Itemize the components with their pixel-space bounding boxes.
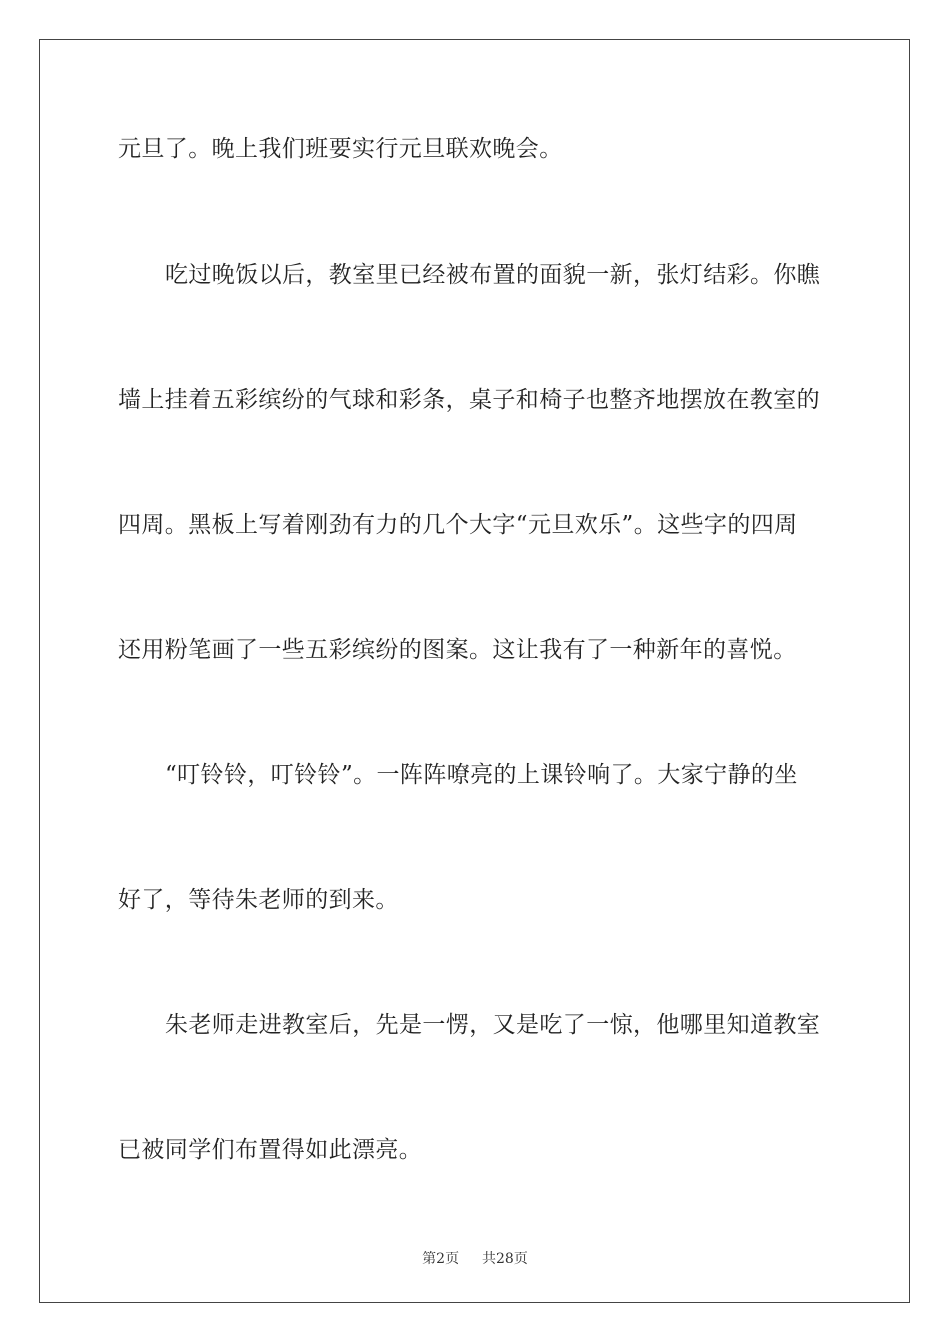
text-line-3: 墙上挂着五彩缤纷的气球和彩条，桌子和椅子也整齐地摆放在教室的 (118, 387, 820, 413)
text-line-5: 还用粉笔画了一些五彩缤纷的图案。这让我有了一种新年的喜悦。 (118, 637, 797, 663)
text-line-2: 吃过晚饭以后，教室里已经被布置的面貌一新，张灯结彩。你瞧 (165, 262, 821, 288)
text-line-1: 元旦了。晚上我们班要实行元旦联欢晚会。 (118, 136, 563, 162)
text-line-9: 已被同学们布置得如此漂亮。 (118, 1137, 423, 1163)
text-line-8: 朱老师走进教室后，先是一愣，又是吃了一惊，他哪里知道教室 (165, 1012, 821, 1038)
page-footer (0, 1248, 950, 1268)
text-line-4: 四周。黑板上写着刚劲有力的几个大字“元旦欢乐”。这些字的四周 (118, 512, 798, 538)
page-number: 第2页 (422, 1251, 460, 1267)
page-total: 共28页 (482, 1251, 528, 1267)
text-line-7: 好了，等待朱老师的到来。 (118, 887, 399, 913)
page-frame (39, 39, 910, 1303)
text-line-6: “叮铃铃，叮铃铃”。一阵阵嘹亮的上课铃响了。大家宁静的坐 (165, 762, 798, 788)
